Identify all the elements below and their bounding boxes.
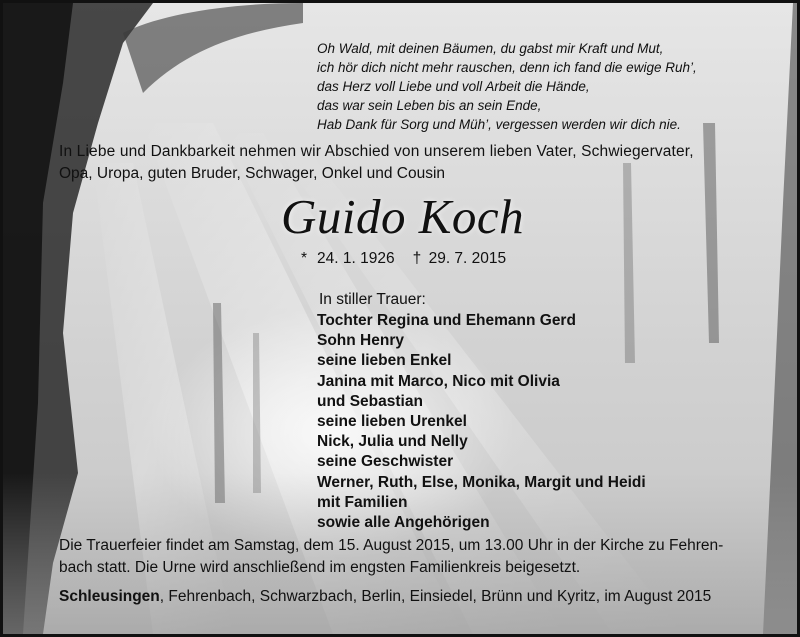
mourner-line: seine Geschwister	[317, 453, 454, 471]
mourner-line: seine lieben Urenkel	[317, 413, 467, 431]
mourner-line: Werner, Ruth, Else, Monika, Margit und Heidi	[317, 473, 646, 491]
mourner-line: Sohn Henry	[317, 332, 404, 350]
poem-line: ich hör dich nicht mehr rauschen, denn ich fand die ewige Ruh’,	[317, 60, 697, 75]
death-cross-icon: †	[412, 250, 422, 267]
farewell-intro	[59, 141, 774, 185]
poem-line: Hab Dank für Sorg und Müh’, vergessen werden wir dich nie.	[317, 117, 681, 132]
funeral-line: Die Trauerfeier findet am Samstag, dem 15. August 2015, um 13.00 Uhr in der Kirche zu Fehren-	[59, 537, 724, 554]
funeral-line: bach statt. Die Urne wird anschließend im engsten Familienkreis beigesetzt.	[59, 559, 581, 576]
mourner-line: Janina mit Marco, Nico mit Olivia	[317, 372, 560, 390]
mourner-line: und Sebastian	[317, 392, 423, 410]
notice-content	[3, 3, 797, 634]
intro-line: In Liebe und Dankbarkeit nehmen wir Abschied von unserem lieben Vater, Schwiegervater,	[59, 143, 694, 160]
closing-first-place: Schleusingen	[59, 588, 160, 605]
mourner-line: sowie alle Angehörigen	[317, 514, 490, 532]
mourner-line: seine lieben Enkel	[317, 352, 452, 370]
closing-rest: , Fehrenbach, Schwarzbach, Berlin, Einsiedel, Brünn und Kyritz, im August 2015	[159, 588, 712, 605]
birth-date: 24. 1. 1926	[317, 250, 395, 267]
mourner-line: mit Familien	[317, 493, 408, 511]
memorial-poem	[317, 39, 787, 134]
life-dates	[301, 248, 506, 270]
poem-line: Oh Wald, mit deinen Bäumen, du gabst mir Kraft und Mut,	[317, 41, 664, 56]
deceased-name: Guido Koch	[281, 189, 525, 244]
death-date: 29. 7. 2015	[428, 250, 507, 267]
intro-line: Opa, Uropa, guten Bruder, Schwager, Onkel und Cousin	[59, 165, 446, 182]
mourners-list	[317, 311, 646, 533]
mourning-label: In stiller Trauer:	[319, 291, 426, 308]
funeral-info	[59, 535, 774, 579]
poem-line: das Herz voll Liebe und voll Arbeit die Hände,	[317, 79, 590, 94]
mourner-line: Nick, Julia und Nelly	[317, 433, 468, 451]
mourner-line: Tochter Regina und Ehemann Gerd	[317, 312, 576, 329]
places-and-date	[59, 586, 711, 608]
poem-line: das war sein Leben bis an sein Ende,	[317, 98, 542, 113]
birth-star-icon: *	[301, 250, 308, 267]
